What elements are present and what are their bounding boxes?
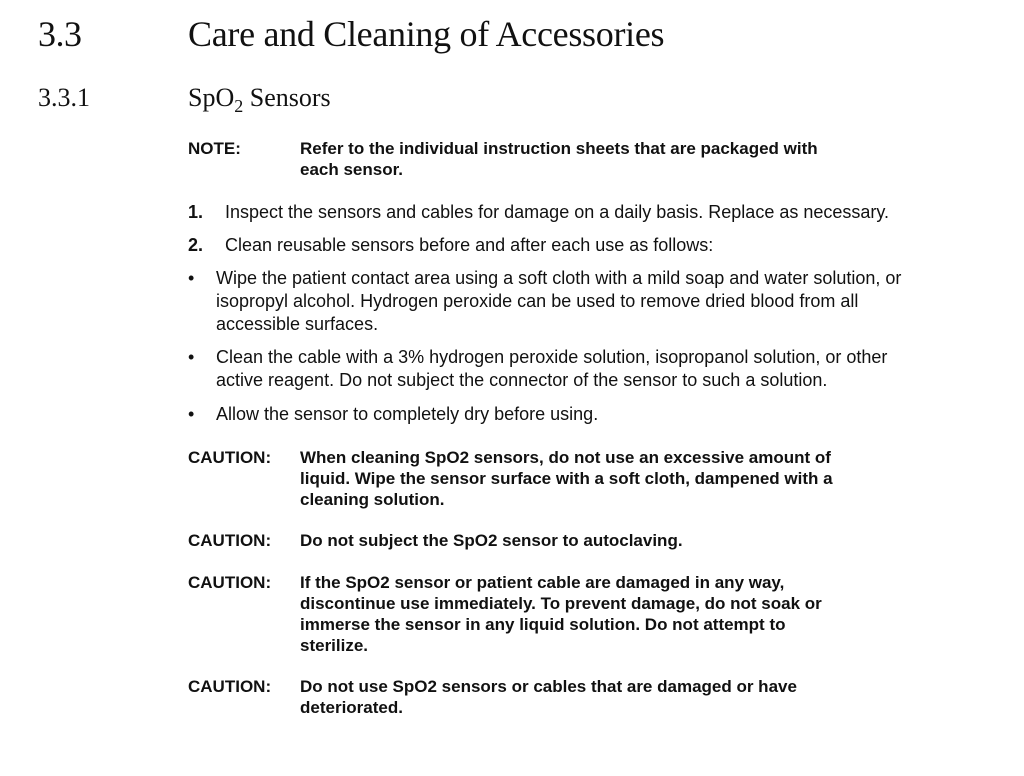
caution-text: When cleaning SpO2 sensors, do not use an excessive amount of liquid. Wipe the sensor surface with a soft cloth, dampened with a cleaning solution.: [300, 448, 833, 509]
bullet-text: Wipe the patient contact area using a soft cloth with a mild soap and water solution, or isopropyl alcohol. Hydrogen peroxide can be used to remove dried blood from all accessible surfaces.: [216, 268, 902, 334]
bullet-text: Clean the cable with a 3% hydrogen peroxide solution, isopropanol solution, or other active reagent. Do not subject the connector of the sensor to such a solution.: [216, 347, 888, 390]
note-label: NOTE:: [188, 139, 241, 158]
subsection-number: 3.3.1: [38, 83, 90, 112]
step-text: Clean reusable sensors before and after each use as follows:: [225, 235, 714, 255]
caution-label: CAUTION:: [188, 677, 272, 696]
subsection-title: [188, 82, 331, 114]
bullet-symbol: •: [188, 404, 195, 424]
note-text: Refer to the individual instruction sheets that are packaged with each sensor.: [300, 139, 818, 179]
subsection-title-subscript: 2: [234, 96, 244, 116]
bullet-symbol: •: [188, 347, 195, 367]
caution-text: If the SpO2 sensor or patient cable are damaged in any way, discontinue use immediately. To prevent damage, do not soak or immerse the sensor in any liquid solution. Do not attempt to sterilize.: [300, 573, 822, 655]
caution-label: CAUTION:: [188, 448, 272, 467]
step-text: Inspect the sensors and cables for damage on a daily basis. Replace as necessary.: [225, 202, 890, 222]
caution-label: CAUTION:: [188, 573, 272, 592]
section-number: 3.3: [38, 14, 82, 54]
step-number: 2.: [188, 235, 204, 255]
bullet-text: Allow the sensor to completely dry before using.: [216, 404, 599, 424]
bullet-symbol: •: [188, 268, 195, 288]
caution-label: CAUTION:: [188, 531, 272, 550]
subsection-title-prefix: SpO: [188, 83, 235, 112]
caution-text: Do not use SpO2 sensors or cables that are damaged or have deteriorated.: [300, 677, 797, 717]
step-number: 1.: [188, 202, 204, 222]
section-title: Care and Cleaning of Accessories: [188, 14, 665, 54]
subsection-title-suffix: Sensors: [243, 83, 331, 112]
caution-text: Do not subject the SpO2 sensor to autoclaving.: [300, 531, 683, 550]
